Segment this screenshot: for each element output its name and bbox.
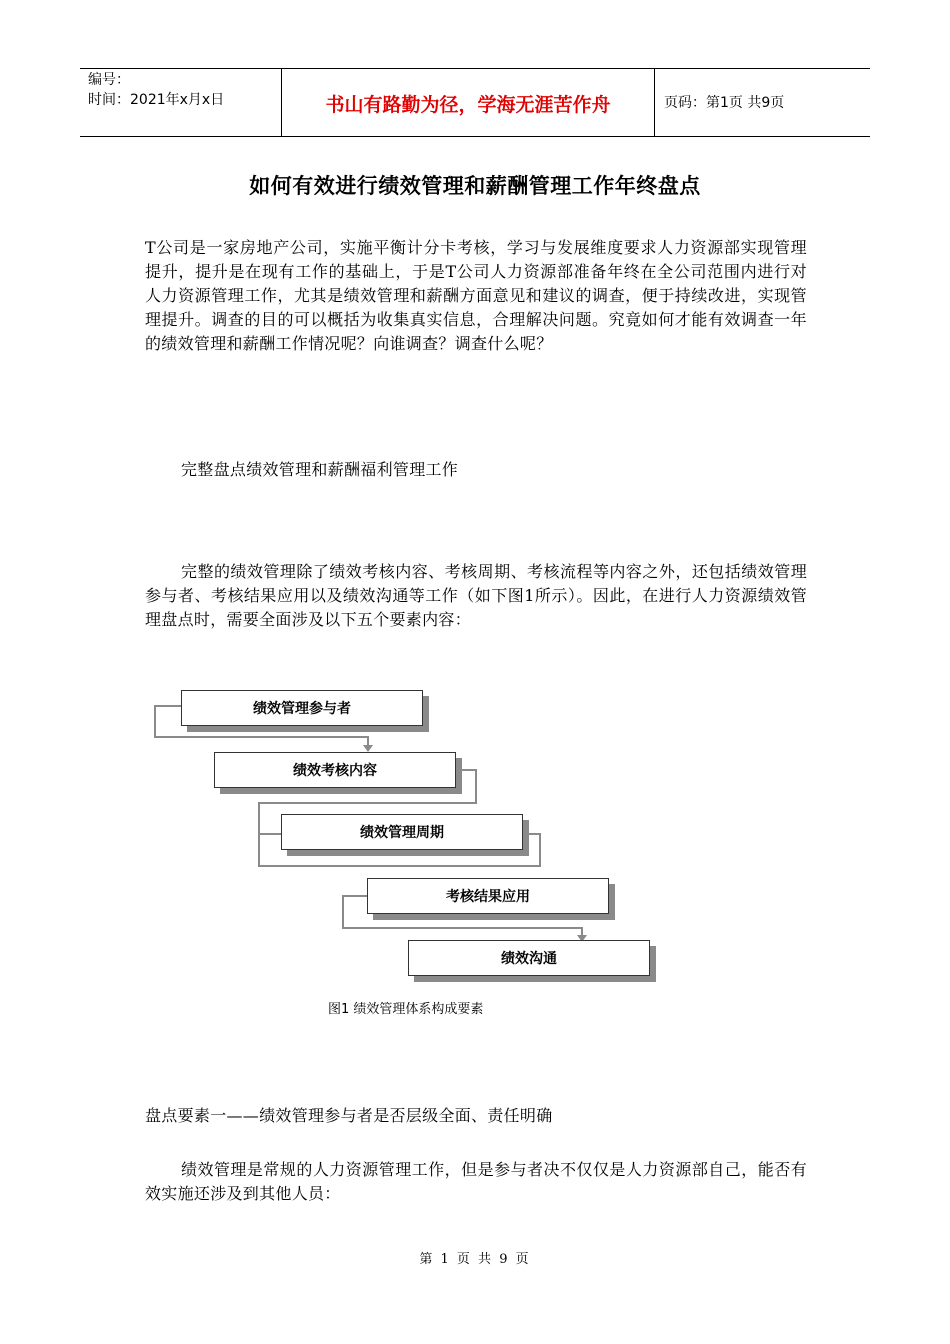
page-footer: 第 1 页 共 9 页: [419, 1252, 531, 1267]
step-box-1: [181, 690, 423, 726]
intro-paragraph: T公司是一家房地产公司，实施平衡计分卡考核，学习与发展维度要求人力资源部实现管理提升，提升是在现有工作的基础上，于是T公司人力资源部准备年终在全公司范围内进行对人力资源管理工作，尤其是绩效管理和薪酬方面意见和建议的调查，便于持续改进，实现管理提升。调查的目的可以概括为收集真实信息，合理解决问题。究竟如何才能有效调查一年的绩效管理和薪酬工作情况呢？向谁调查？调查什么呢？: [145, 238, 807, 353]
element1-heading: 盘点要素一——绩效管理参与者是否层级全面、责任明确: [145, 1106, 553, 1125]
performance-paragraph: 完整的绩效管理除了绩效考核内容、考核周期、考核流程等内容之外，还包括绩效管理参与者、考核结果应用以及绩效沟通等工作（如下图1所示）。因此，在进行人力资源绩效管理盘点时，需要全面涉及以下五个要素内容：: [145, 562, 807, 629]
page-info: 页码：第1页 共9页: [664, 95, 785, 111]
section-heading: 完整盘点绩效管理和薪酬福利管理工作: [181, 460, 459, 479]
document-title: 如何有效进行绩效管理和薪酬管理工作年终盘点: [249, 174, 701, 198]
time-label: 时间：2021年x月x日: [88, 92, 225, 108]
step-label: 绩效管理周期: [360, 825, 444, 841]
step-label: 绩效考核内容: [293, 763, 377, 779]
step-label: 考核结果应用: [446, 889, 530, 905]
number-label: 编号：: [88, 72, 130, 88]
step-box-5: [408, 940, 650, 976]
participants-paragraph: 绩效管理是常规的人力资源管理工作，但是参与者决不仅仅是人力资源部自己，能否有效实施还涉及到其他人员：: [145, 1160, 807, 1203]
step-label: 绩效沟通: [501, 951, 557, 967]
step-label: 绩效管理参与者: [253, 701, 351, 717]
step-box-3: [281, 814, 523, 850]
step-box-2: [214, 752, 456, 788]
step-box-4: [367, 878, 609, 914]
figure-caption: 图1 绩效管理体系构成要素: [328, 1002, 484, 1017]
header-motto: 书山有路勤为径，学海无涯苦作舟: [325, 94, 611, 116]
